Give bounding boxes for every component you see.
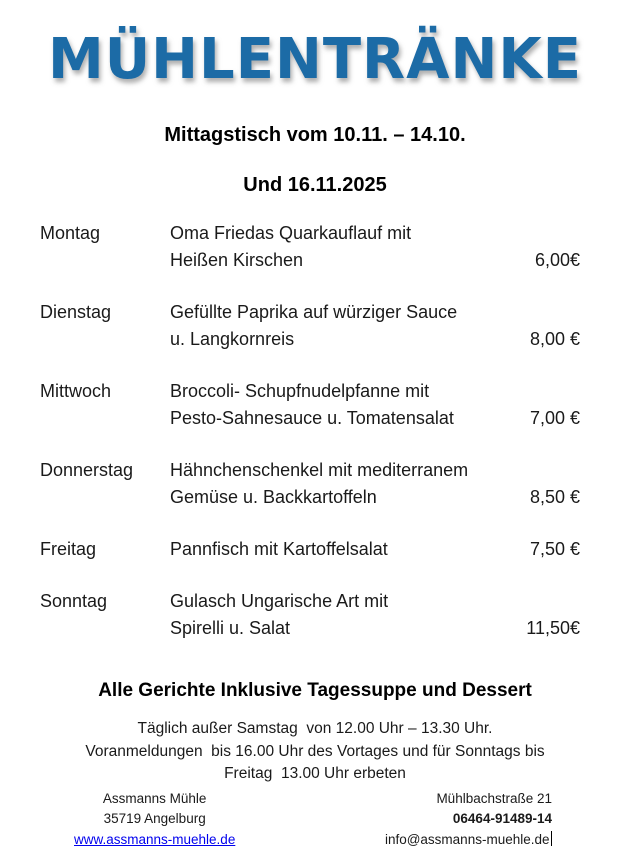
business-city: 35719 Angelburg (103, 811, 206, 826)
menu-period-title: Mittagstisch vom 10.11. – 14.10. (164, 124, 466, 146)
dish-line: u. Langkornreis (170, 329, 295, 349)
menu-extra-date: Und 16.11.2025 (243, 174, 387, 196)
dish-line: Hähnchenschenkel mit mediterranem (170, 460, 469, 480)
dish-line: Gefüllte Paprika auf würziger Sauce (170, 302, 458, 322)
footer-contact-block (385, 789, 552, 851)
menu-day-label: Sonntag (40, 591, 108, 611)
dish-line: Gemüse u. Backkartoffeln (170, 487, 377, 507)
info-line: Täglich außer Samstag von 12.00 Uhr – 13.30 Uhr. (137, 720, 493, 737)
menu-dish (170, 220, 535, 274)
included-items-note: Alle Gerichte Inklusive Tagessuppe und Dessert (98, 680, 532, 701)
business-name: Assmanns Mühle (102, 790, 207, 806)
menu-price: 8,50 € (529, 487, 580, 507)
opening-hours-info (0, 718, 630, 786)
menu-dish (170, 299, 530, 353)
dish-line: Heißen Kirschen (170, 250, 304, 270)
text-cursor (551, 831, 553, 846)
dish-line: Oma Friedas Quarkauflauf mit (170, 223, 412, 243)
menu-dish (170, 536, 530, 563)
dish-line: Broccoli- Schupfnudelpfanne mit (170, 381, 430, 401)
contact-footer (0, 786, 630, 851)
menu-row-sonntag (40, 588, 580, 642)
menu-document (0, 12, 630, 866)
email-address: info@assmanns-muehle.de (384, 831, 550, 847)
info-line: Voranmeldungen bis 16.00 Uhr des Vortages und für Sonntags bis (85, 742, 545, 760)
dish-line: Pannfisch mit Kartoffelsalat (170, 539, 388, 559)
menu-day-label: Donnerstag (40, 460, 134, 480)
website-link[interactable]: www.assmanns-muehle.de (74, 831, 236, 847)
dish-line: Spirelli u. Salat (170, 618, 291, 638)
menu-price: 11,50€ (526, 618, 580, 638)
menu-day-label: Montag (40, 223, 101, 243)
menu-row-freitag (40, 536, 580, 563)
menu-dish (170, 457, 530, 511)
menu-dish (170, 588, 526, 642)
dish-line: Pesto-Sahnesauce u. Tomatensalat (170, 408, 454, 428)
menu-list (40, 220, 580, 642)
menu-row-montag (40, 220, 580, 274)
street-address: Mühlbachstraße 21 (436, 790, 552, 806)
menu-row-donnerstag (40, 457, 580, 511)
menu-price: 6,00€ (534, 250, 580, 270)
menu-day-label: Freitag (40, 539, 97, 559)
menu-row-dienstag (40, 299, 580, 353)
info-line: Freitag 13.00 Uhr erbeten (224, 765, 406, 782)
menu-row-mittwoch (40, 378, 580, 432)
phone-number: 06464-91489-14 (452, 811, 552, 826)
menu-price: 7,00 € (529, 408, 580, 428)
dish-line: Gulasch Ungarische Art mit (170, 591, 389, 611)
menu-price: 7,50 € (529, 539, 580, 559)
menu-day-label: Dienstag (40, 302, 112, 322)
restaurant-logo: MÜHLENTRÄNKE (47, 27, 583, 92)
menu-dish (170, 378, 530, 432)
menu-price: 8,00 € (529, 329, 580, 349)
menu-day-label: Mittwoch (40, 381, 112, 401)
footer-address-block (74, 789, 235, 851)
